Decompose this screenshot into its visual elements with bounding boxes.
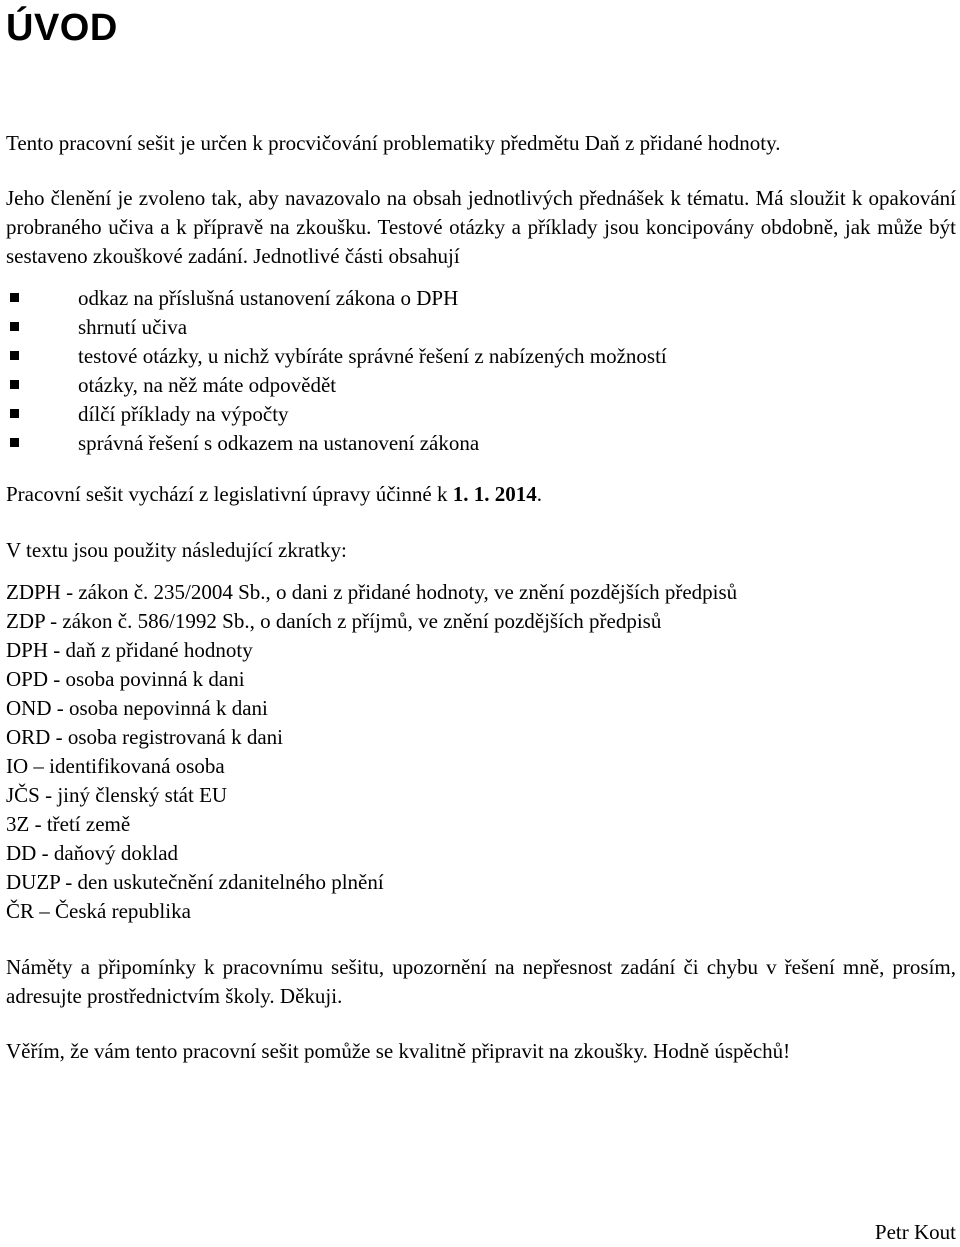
feedback-paragraph: Náměty a připomínky k pracovnímu sešitu, upozornění na nepřesnost zadání či chybu v řešení mně, prosím, adresujte prostřednictvím školy. Děkuji. (6, 955, 956, 1008)
abbreviation-item: JČS - jiný členský stát EU (6, 783, 228, 807)
square-bullet-icon (10, 438, 19, 447)
abbreviation-item: ČR – Česká republika (6, 899, 191, 923)
abbreviations-intro: V textu jsou použity následující zkratky: (6, 538, 347, 562)
effective-date: 1. 1. 2014 (452, 482, 537, 506)
structure-paragraph: Jeho členění je zvoleno tak, aby navazovalo na obsah jednotlivých přednášek k tématu. Má sloužit k opakování probraného učiva a k přípravě na zkoušku. Testové otázky a příklady jsou koncipovány obdobně, jak může být sestaveno zkouškové zadání. Jednotlivé části obsahují (6, 186, 956, 268)
square-bullet-icon (10, 380, 19, 389)
abbreviation-item: DPH - daň z přidané hodnoty (6, 638, 253, 662)
abbreviation-item: OPD - osoba povinná k dani (6, 667, 245, 691)
square-bullet-icon (10, 409, 19, 418)
list-item: testové otázky, u nichž vybíráte správné řešení z nabízených možností (10, 342, 667, 371)
abbreviation-item: DUZP - den uskutečnění zdanitelného plnění (6, 870, 384, 894)
square-bullet-icon (10, 351, 19, 360)
abbreviation-item: OND - osoba nepovinná k dani (6, 696, 268, 720)
intro-paragraph: Tento pracovní sešit je určen k procvičování problematiky předmětu Daň z přidané hodnoty. (6, 131, 781, 155)
author-signature: Petr Kout (874, 1220, 956, 1244)
contents-list (10, 284, 667, 458)
abbreviation-item: ZDP - zákon č. 586/1992 Sb., o daních z příjmů, ve znění pozdějších předpisů (6, 609, 662, 633)
list-item: správná řešení s odkazem na ustanovení zákona (10, 429, 667, 458)
abbreviations-list (6, 578, 737, 926)
page-title: ÚVOD (6, 7, 118, 49)
square-bullet-icon (10, 293, 19, 302)
abbreviation-item: ZDPH - zákon č. 235/2004 Sb., o dani z přidané hodnoty, ve znění pozdějších předpisů (6, 580, 738, 604)
square-bullet-icon (10, 322, 19, 331)
list-item: otázky, na něž máte odpovědět (10, 371, 667, 400)
closing-paragraph: Věřím, že vám tento pracovní sešit pomůže se kvalitně připravit na zkoušky. Hodně úspěchů! (6, 1039, 791, 1063)
list-item: odkaz na příslušná ustanovení zákona o DPH (10, 284, 667, 313)
abbreviation-item: DD - daňový doklad (6, 841, 179, 865)
list-item: dílčí příklady na výpočty (10, 400, 667, 429)
abbreviation-item: IO – identifikovaná osoba (6, 754, 225, 778)
abbreviation-item: 3Z - třetí země (6, 812, 131, 836)
abbreviation-item: ORD - osoba registrovaná k dani (6, 725, 284, 749)
list-item: shrnutí učiva (10, 313, 667, 342)
legislation-paragraph: Pracovní sešit vychází z legislativní úpravy účinné k 1. 1. 2014. (6, 482, 542, 506)
